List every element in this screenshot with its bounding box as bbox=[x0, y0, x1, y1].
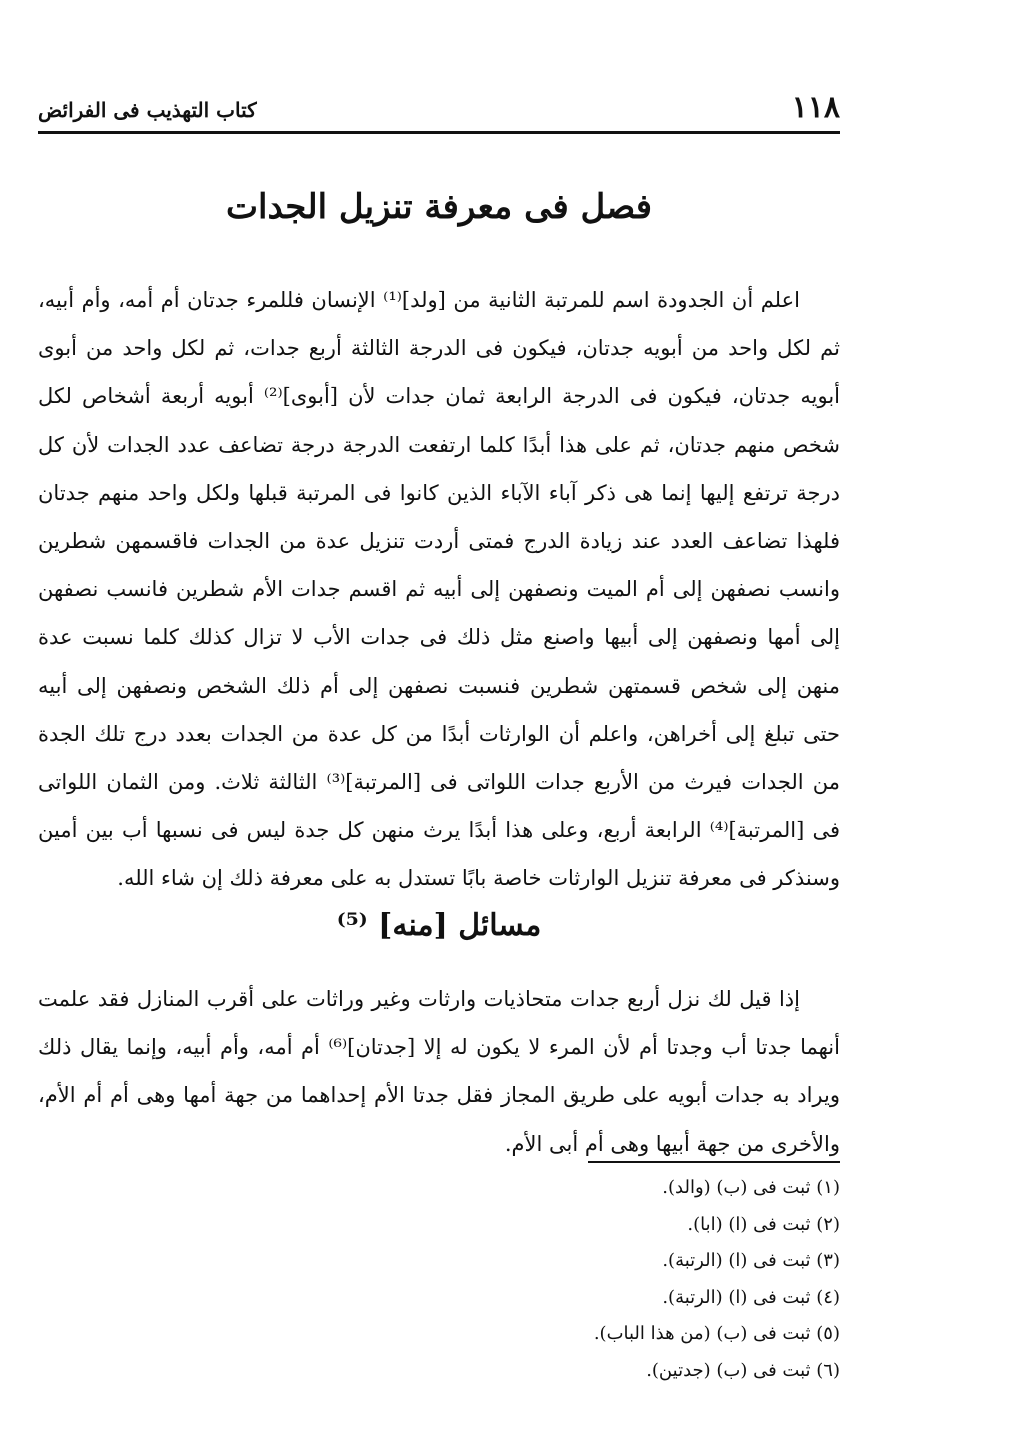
section-title: مسائل [منه] ⁽⁵⁾ bbox=[336, 908, 542, 943]
chapter-title: فصل فى معرفة تنزيل الجدات bbox=[225, 187, 653, 227]
footnote-item: (٢) ثبت فى (ا) (ابا). bbox=[687, 1213, 840, 1235]
running-header bbox=[38, 86, 840, 130]
footnote-item: (٤) ثبت فى (ا) (الرتبة). bbox=[662, 1286, 840, 1308]
body-paragraph-2: إذا قيل لك نزل أربع جدات متحاذيات وارثات وغير وراثات على أقرب المنازل فقد علمت أنهما جدتا أب وجدتا أم لأن المرء لا يكون له إلا [جدتان]⁽⁶⁾ أم أمه، وأم أبيه، وإنما يقال ذلك ويراد به جدات أبويه على طريق المجاز فقل جدتا الأم إحداهما من جهة أمها وهى أم أم الأم، والأخرى من جهة أبيها وهى أم أبى الأم. bbox=[38, 987, 841, 1156]
footnote-item: (١) ثبت فى (ب) (والد). bbox=[662, 1177, 840, 1198]
header-divider bbox=[38, 131, 840, 134]
footnote-item: (٦) ثبت فى (ب) (جدتين). bbox=[646, 1359, 840, 1381]
footnote-divider bbox=[588, 1161, 840, 1163]
book-title: كتاب التهذيب فى الفرائض bbox=[38, 98, 257, 122]
body-paragraph-1: اعلم أن الجدودة اسم للمرتبة الثانية من [ولد]⁽¹⁾ الإنسان فللمرء جدتان أم أمه، وأم أبيه، ثم لكل واحد من أبويه جدتان، فيكون فى الدرجة الثالثة أربع جدات، ثم لكل واحد من أبوى أبويه جدتان، فيكون فى الدرجة الرابعة ثمان جدات لأن [أبوى]⁽²⁾ أبويه أربعة أشخاص لكل شخص منهم جدتان، ثم على هذا أبدًا كلما ارتفعت الدرجة درجة تضاعف عدد الجدات لأن كل درجة ترتفع إليها إنما هى ذكر آباء الآباء الذين كانوا فى المرتبة قبلها ولكل واحد منهم جدتان فلهذا تضاعف العدد عند زيادة الدرج فمتى أردت تنزيل عدة من الجدات فاقسمهن شطرين وانسب نصفهن إلى أم الميت ونصفهن إلى أبيه ثم اقسم جدات الأم شطرين فانسب نصفهن إلى أمها ونصفهن إلى أبيها واصنع مثل ذلك فى جدات الأب لا تزال كذلك كلما نسبت عدة منهن إلى شخص قسمتهن شطرين فنسبت نصفهن إلى أم ذلك الشخص ونصفهن إلى أبيه حتى تبلغ إلى أخراهن، واعلم أن الوارثات أبدًا من كل عدة من الجدات بعدد درج تلك الجدة من الجدات فيرث من الأربع جدات اللواتى فى [المرتبة]⁽³⁾ الثالثة ثلاث. ومن الثمان اللواتى فى [المرتبة]⁽⁴⁾ الرابعة أربع، وعلى هذا أبدًا يرث منهن كل جدة ليس فى نسبها أب بين أمين وسنذكر فى معرفة تنزيل الوارثات خاصة بابًا تستدل به على معرفة ذلك إن شاء الله. bbox=[38, 288, 840, 891]
footnotes-list bbox=[420, 1170, 840, 1389]
footnote-item: (٥) ثبت فى (ب) (من هذا الباب). bbox=[593, 1323, 840, 1344]
footnote-item: (٣) ثبت فى (ا) (الرتبة). bbox=[662, 1250, 840, 1271]
page-number: ١١٨ bbox=[791, 90, 840, 125]
